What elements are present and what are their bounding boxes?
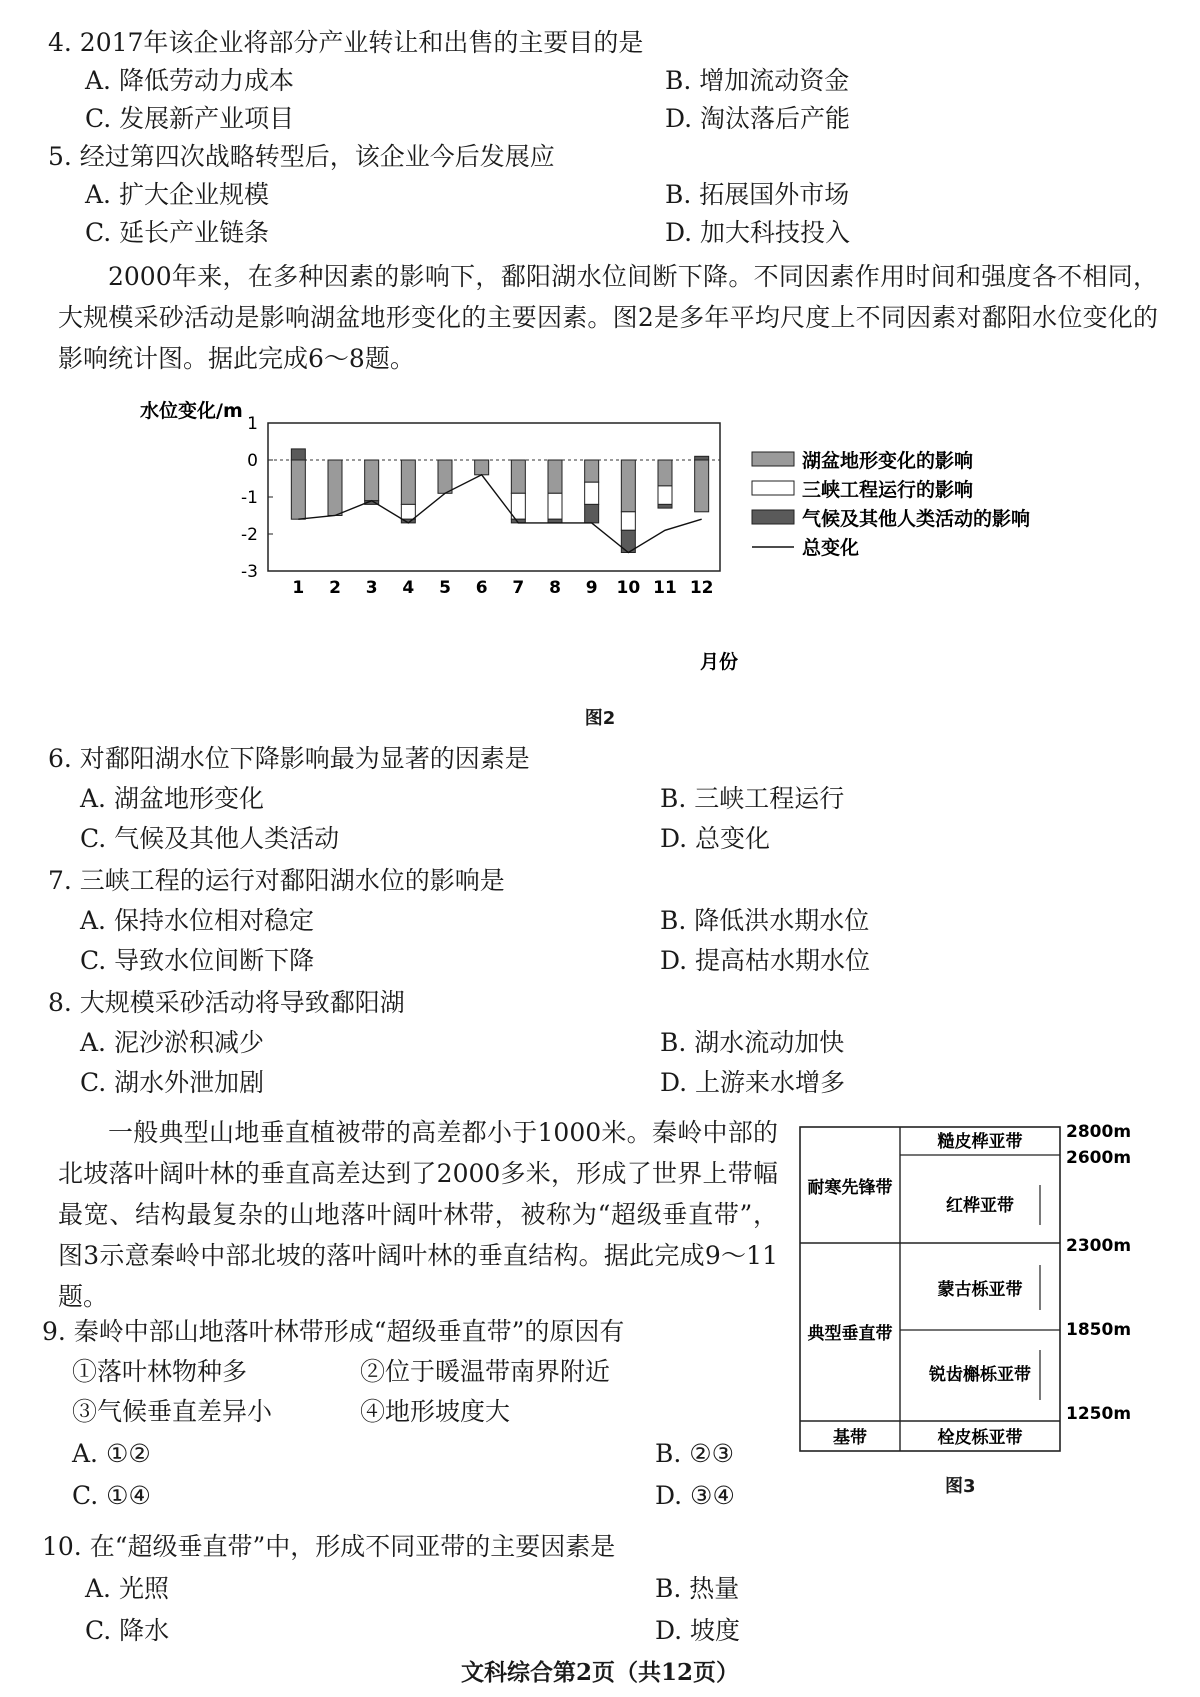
q9-stem: 9. 秦岭中部山地落叶林带形成“超级垂直带”的原因有 — [42, 1317, 625, 1346]
elevation-label: 1250m — [1066, 1404, 1132, 1424]
subband-label: 糙皮桦亚带 — [937, 1132, 1023, 1152]
q10-option-b: B. 热量 — [655, 1574, 740, 1603]
figure-2-ylabel: 水位变化/m — [140, 400, 243, 422]
y-tick-label: 1 — [247, 414, 258, 434]
figure-3-diagram — [790, 1115, 1132, 1495]
x-tick-label: 4 — [402, 578, 415, 598]
elevation-label: 2600m — [1066, 1148, 1132, 1168]
group-label-base: 基带 — [833, 1428, 867, 1448]
x-tick-label: 6 — [475, 578, 488, 598]
q8-option-a: A. 泥沙淤积减少 — [80, 1028, 264, 1057]
page-footer: 文科综合第2页（共12页） — [460, 1659, 739, 1686]
x-tick-label: 2 — [329, 578, 341, 598]
q6-stem: 6. 对鄱阳湖水位下降影响最为显著的因素是 — [48, 744, 530, 773]
x-tick-label: 11 — [653, 578, 677, 598]
q10-option-a: A. 光照 — [85, 1574, 169, 1603]
figure-2-caption: 图2 — [584, 708, 616, 729]
q7-stem: 7. 三峡工程的运行对鄱阳湖水位的影响是 — [48, 866, 505, 895]
legend-swatch — [752, 481, 794, 495]
legend-label: 三峡工程运行的影响 — [802, 479, 974, 501]
legend-label: 湖盆地形变化的影响 — [802, 450, 974, 472]
subband-label: 锐齿槲栎亚带 — [929, 1365, 1031, 1385]
q9-option-a: A. ①② — [72, 1439, 151, 1468]
q7-option-c: C. 导致水位间断下降 — [80, 946, 315, 975]
q6-option-c: C. 气候及其他人类活动 — [80, 824, 340, 853]
q8-stem: 8. 大规模采砂活动将导致鄱阳湖 — [48, 988, 405, 1017]
bar-segment-1 — [585, 460, 599, 482]
q5-option-a: A. 扩大企业规模 — [85, 180, 269, 209]
elevation-label: 2300m — [1066, 1236, 1132, 1256]
bar-segment-1 — [511, 460, 525, 493]
bar-segment-1 — [365, 460, 379, 501]
legend-label: 气候及其他人类活动的影响 — [802, 508, 1031, 530]
bar-segment-1 — [328, 460, 342, 516]
x-tick-label: 10 — [616, 578, 641, 598]
q10-stem: 10. 在“超级垂直带”中，形成不同亚带的主要因素是 — [42, 1532, 616, 1561]
x-tick-label: 8 — [549, 578, 561, 598]
q8-option-d: D. 上游来水增多 — [660, 1068, 846, 1097]
bar-segment-1 — [401, 460, 415, 504]
bar-segment-2 — [658, 486, 672, 505]
q7-option-b: B. 降低洪水期水位 — [660, 906, 870, 935]
x-tick-label: 5 — [439, 578, 451, 598]
bar-segment-2 — [401, 504, 415, 519]
q5-option-c: C. 延长产业链条 — [85, 218, 270, 247]
x-tick-label: 7 — [512, 578, 525, 598]
q7-option-a: A. 保持水位相对稳定 — [80, 906, 314, 935]
x-tick-label: 3 — [365, 578, 378, 598]
q6-option-a: A. 湖盆地形变化 — [80, 784, 264, 813]
bar-segment-3 — [658, 504, 672, 508]
bar-segment-2 — [585, 482, 599, 504]
y-tick-label: -2 — [241, 525, 258, 545]
q10-option-d: D. 坡度 — [655, 1616, 741, 1645]
q9-option-d: D. ③④ — [655, 1481, 735, 1510]
q9-item-3: ③气候垂直差异小 — [72, 1397, 273, 1426]
bar-segment-3 — [291, 449, 305, 460]
q8-option-c: C. 湖水外泄加剧 — [80, 1068, 265, 1097]
legend-swatch — [752, 452, 794, 466]
x-tick-label: 9 — [585, 578, 598, 598]
elevation-label: 1850m — [1066, 1320, 1132, 1340]
q9-item-4: ④地形坡度大 — [360, 1397, 511, 1426]
bar-segment-2 — [511, 493, 525, 519]
q9-item-1: ①落叶林物种多 — [72, 1357, 248, 1386]
x-tick-label: 12 — [689, 578, 714, 598]
q9-option-c: C. ①④ — [72, 1481, 151, 1510]
bar-segment-1 — [438, 460, 452, 493]
legend-swatch — [752, 510, 794, 524]
subband-label: 红桦亚带 — [946, 1196, 1014, 1216]
total-change-line — [298, 475, 701, 553]
q7-option-d: D. 提高枯水期水位 — [660, 946, 871, 975]
y-tick-label: -3 — [241, 562, 258, 582]
q5-option-d: D. 加大科技投入 — [665, 218, 851, 247]
bar-segment-1 — [548, 460, 562, 493]
bar-segment-2 — [548, 493, 562, 519]
q8-option-b: B. 湖水流动加快 — [660, 1028, 845, 1057]
bar-segment-1 — [291, 460, 305, 519]
figure-2-chart — [0, 385, 1200, 685]
group-label-typical: 典型垂直带 — [807, 1324, 893, 1344]
q4-option-c: C. 发展新产业项目 — [85, 104, 295, 133]
bar-segment-1 — [621, 460, 635, 512]
group-label-cold: 耐寒先锋带 — [807, 1178, 893, 1198]
intro-9-11: 一般典型山地垂直植被带的高差都小于1000米。秦岭中部的北坡落叶阔叶林的垂直高差达到了2000多米，形成了世界上带幅最宽、结构最复杂的山地落叶阔叶林带，被称为“超级垂直带”，图3示意秦岭中部北坡的落叶阔叶林的垂直结构。据此完成9～11题。 — [58, 1118, 778, 1311]
legend-label: 总变化 — [802, 537, 860, 559]
q4-option-b: B. 增加流动资金 — [665, 66, 850, 95]
y-tick-label: 0 — [247, 451, 258, 471]
figure-2-xlabel: 月份 — [700, 651, 739, 673]
subband-label: 栓皮栎亚带 — [937, 1428, 1023, 1448]
bar-segment-1 — [658, 460, 672, 486]
q9-option-b: B. ②③ — [655, 1439, 735, 1468]
elevation-label: 2800m — [1066, 1122, 1132, 1142]
q6-option-b: B. 三峡工程运行 — [660, 784, 845, 813]
x-tick-label: 1 — [292, 578, 305, 598]
q5-stem: 5. 经过第四次战略转型后，该企业今后发展应 — [48, 142, 555, 171]
q6-option-d: D. 总变化 — [660, 824, 771, 853]
q9-item-2: ②位于暖温带南界附近 — [360, 1357, 611, 1386]
q10-option-c: C. 降水 — [85, 1616, 170, 1645]
bar-segment-3 — [695, 456, 709, 460]
bar-segment-2 — [621, 512, 635, 531]
q4-stem: 4. 2017年该企业将部分产业转让和出售的主要目的是 — [48, 28, 644, 57]
figure-3-caption: 图3 — [945, 1476, 976, 1497]
q4-option-a: A. 降低劳动力成本 — [85, 66, 294, 95]
y-tick-label: -1 — [241, 488, 258, 508]
subband-label: 蒙古栎亚带 — [937, 1280, 1023, 1300]
bar-segment-1 — [695, 460, 709, 512]
intro-6-8: 2000年来，在多种因素的影响下，鄱阳湖水位间断下降。不同因素作用时间和强度各不相同，大规模采砂活动是影响湖盆地形变化的主要因素。图2是多年平均尺度上不同因素对鄱阳水位变化的影响统计图。据此完成6～8题。 — [58, 262, 1158, 373]
bar-segment-3 — [585, 504, 599, 523]
q4-option-d: D. 淘汰落后产能 — [665, 104, 851, 133]
bar-segment-1 — [475, 460, 489, 475]
q5-option-b: B. 拓展国外市场 — [665, 180, 850, 209]
